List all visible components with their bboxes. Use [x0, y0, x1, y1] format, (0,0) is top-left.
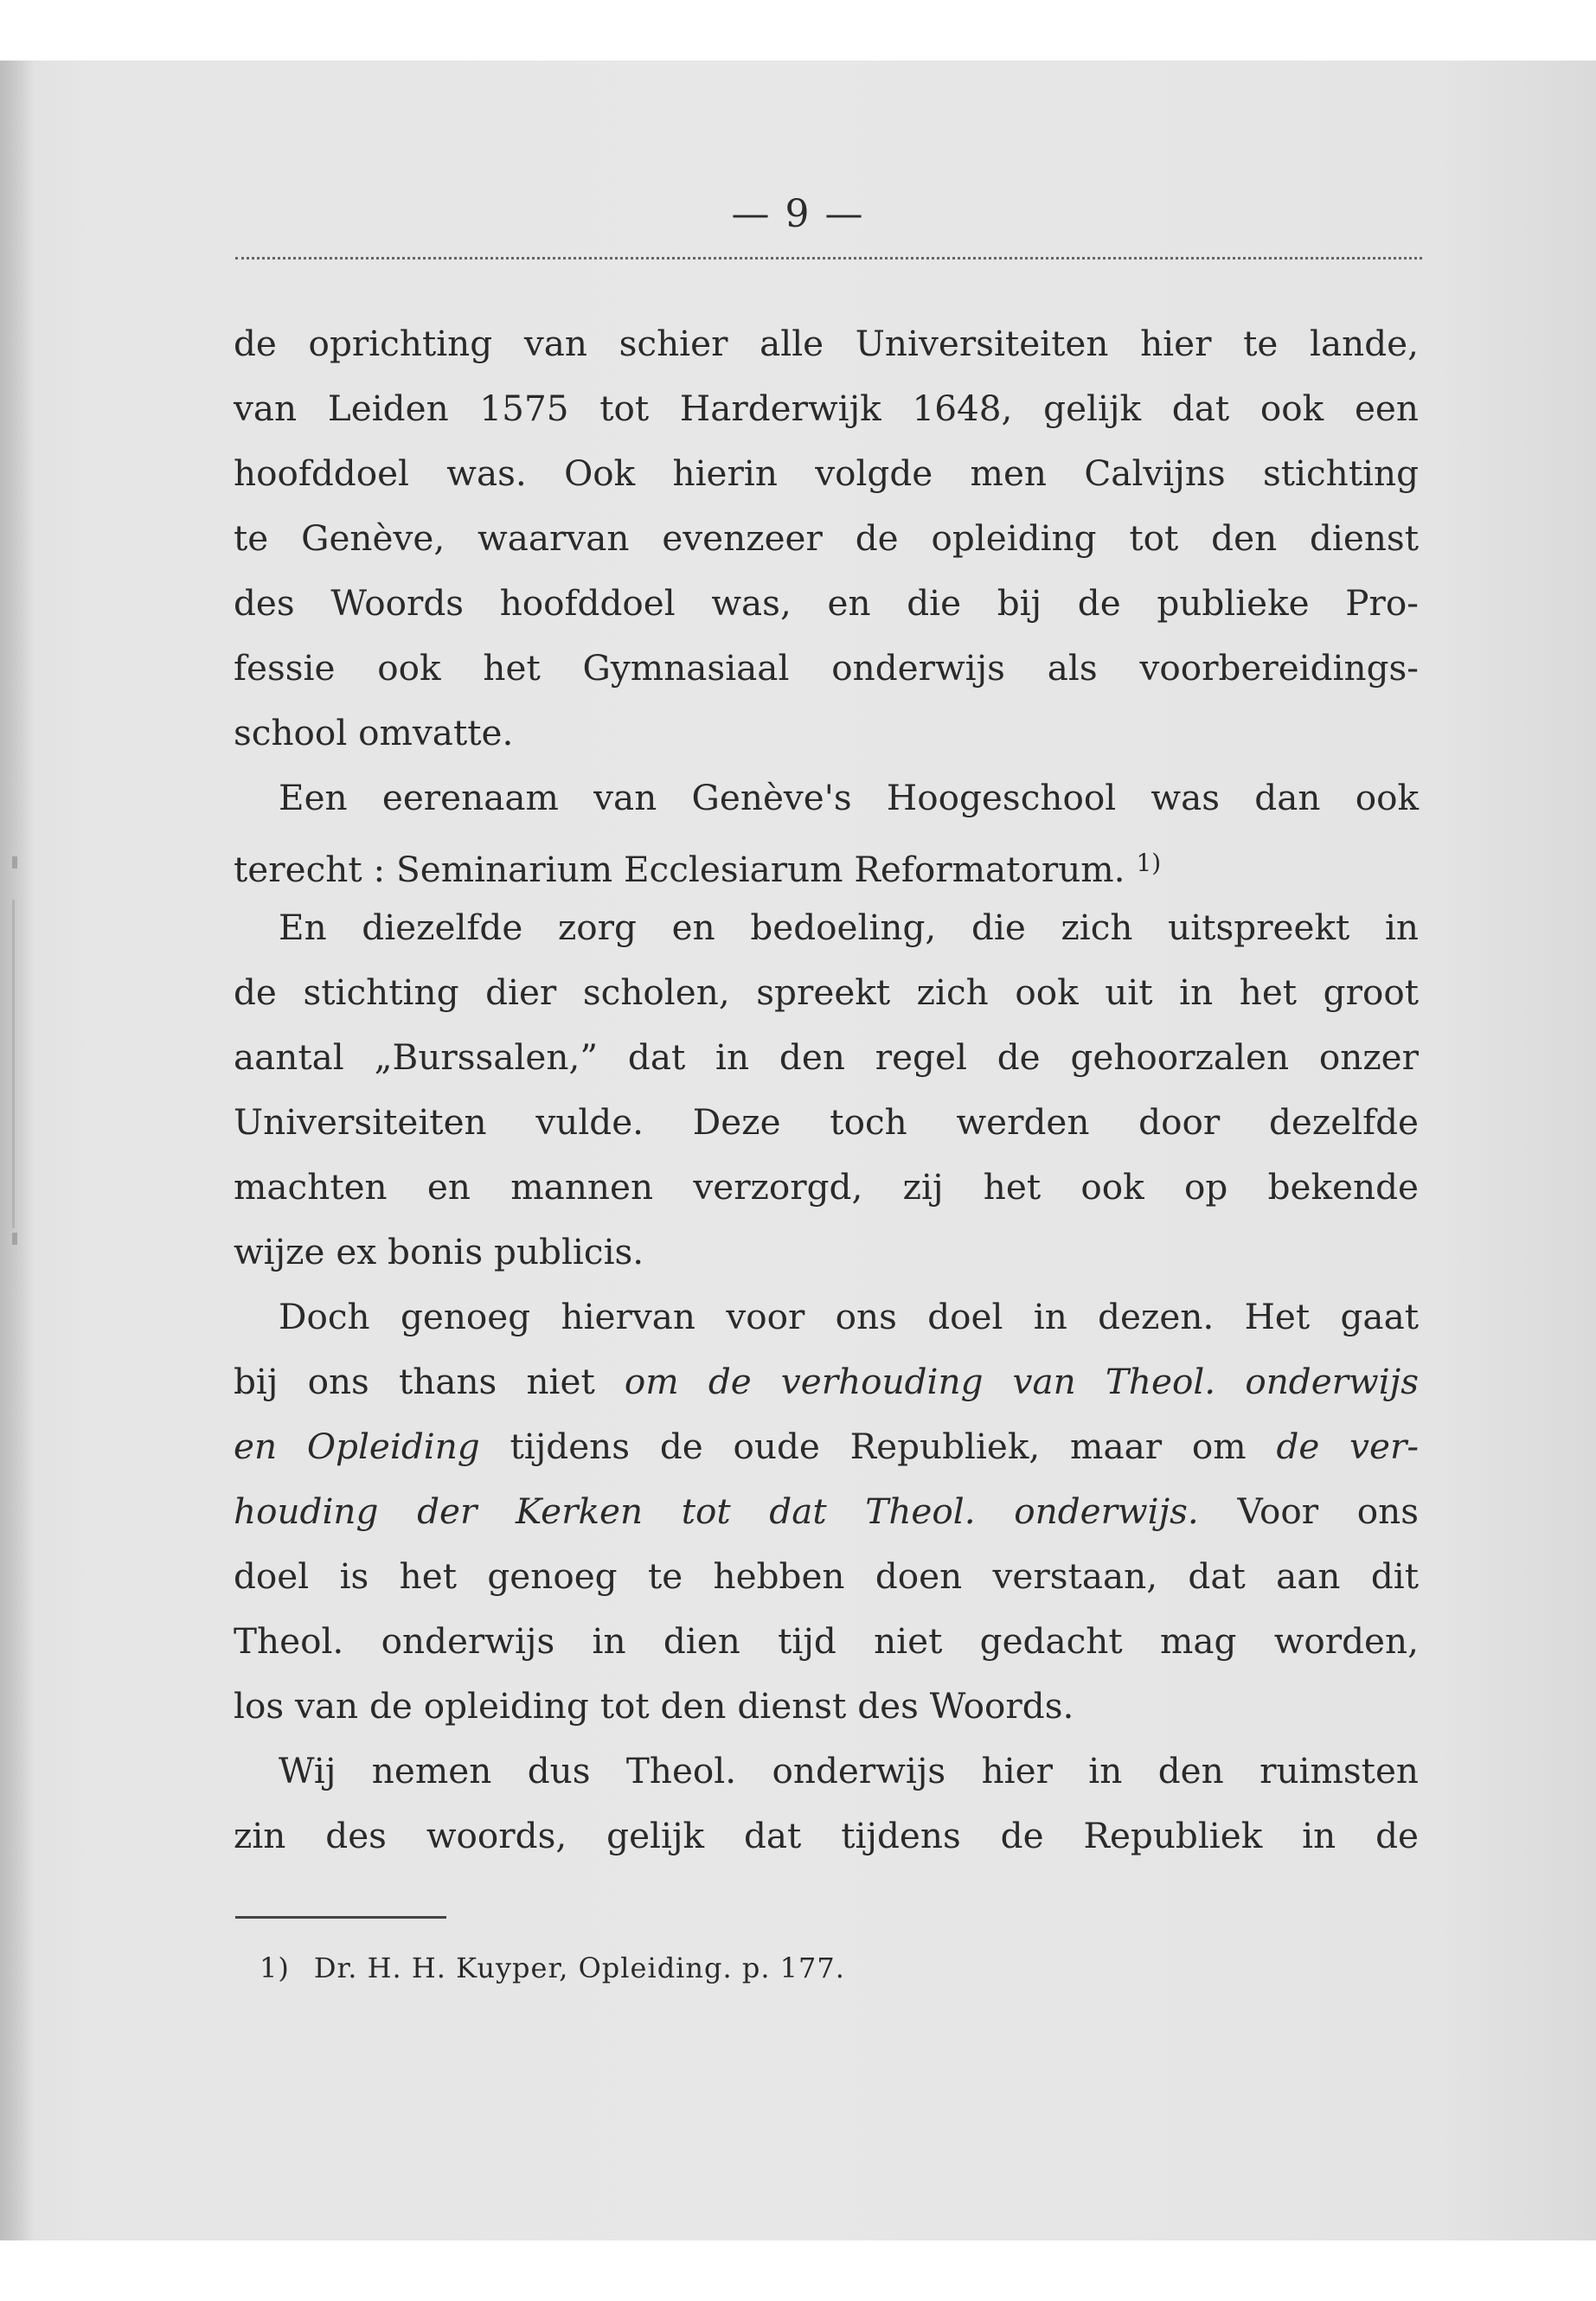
- text-line: de oprichting van schier alle Universiteiten hier te lande,: [234, 323, 1419, 364]
- header-dotted-rule: [235, 257, 1422, 260]
- text-line: de stichting dier scholen, spreekt zich ook uit in het groot: [234, 971, 1419, 1013]
- text-line: Doch genoeg hiervan voor ons doel in dezen. Het gaat: [279, 1296, 1419, 1337]
- binding-line: [12, 900, 15, 1228]
- text-line: Universiteiten vulde. Deze toch werden door dezelfde: [234, 1101, 1419, 1143]
- text-line: des Woords hoofddoel was, en die bij de publieke Pro-: [234, 582, 1419, 624]
- text-segment: terecht : Seminarium Ecclesiarum Reformatorum.: [234, 849, 1125, 890]
- text-line: Theol. onderwijs in dien tijd niet gedacht mag worden,: [234, 1620, 1419, 1662]
- text-line: los van de opleiding tot den dienst des Woords.: [234, 1685, 1074, 1727]
- text-line: Een eerenaam van Genève's Hoogeschool was dan ook: [279, 777, 1419, 818]
- footnote-rule: [235, 1916, 446, 1919]
- text-line: En diezelfde zorg en bedoeling, die zich uitspreekt in: [279, 907, 1419, 948]
- page-number: — 9 —: [731, 192, 865, 236]
- text-line-mixed: [234, 1479, 1419, 1544]
- text-segment: tijdens de oude Republiek, maar om: [510, 1426, 1247, 1467]
- text-line: doel is het genoeg te hebben doen verstaan, dat aan dit: [234, 1555, 1419, 1597]
- text-line: aantal „Burssalen,” dat in den regel de gehoorzalen onzer: [234, 1036, 1419, 1078]
- footnote-reference: 1): [1136, 849, 1162, 877]
- italic-phrase: houding der Kerken tot dat Theol. onderwijs.: [234, 1490, 1199, 1532]
- text-line: hoofddoel was. Ook hierin volgde men Calvijns stichting: [234, 452, 1419, 494]
- binding-mark-top: [12, 856, 17, 868]
- italic-phrase: de ver-: [1276, 1426, 1420, 1467]
- footnote-text: Dr. H. H. Kuyper, Opleiding. p. 177.: [313, 1952, 845, 1984]
- text-line-with-footnote-ref: [234, 830, 1419, 895]
- text-line-mixed: [234, 1349, 1419, 1414]
- text-line: zin des woords, gelijk dat tijdens de Republiek in de: [234, 1815, 1419, 1856]
- text-line: van Leiden 1575 tot Harderwijk 1648, gelijk dat ook een: [234, 388, 1419, 429]
- footnote: [260, 1952, 845, 1984]
- text-line: te Genève, waarvan evenzeer de opleiding tot den dienst: [234, 517, 1419, 559]
- footnote-marker: 1): [260, 1952, 290, 1984]
- text-segment: Voor ons: [1237, 1490, 1420, 1532]
- body-text: [234, 311, 1419, 1868]
- page-edge-shadow: [0, 61, 35, 2240]
- binding-mark-bottom: [12, 1233, 17, 1245]
- text-line: machten en mannen verzorgd, zij het ook op bekende: [234, 1166, 1419, 1208]
- text-line: school omvatte.: [234, 712, 514, 753]
- text-line: wijze ex bonis publicis.: [234, 1231, 644, 1272]
- text-line: Wij nemen dus Theol. onderwijs hier in den ruimsten: [279, 1750, 1419, 1791]
- text-segment: bij ons thans niet: [234, 1361, 595, 1402]
- italic-phrase: om de verhouding van Theol. onderwijs: [624, 1361, 1419, 1402]
- text-line-mixed: [234, 1414, 1419, 1479]
- text-line: fessie ook het Gymnasiaal onderwijs als voorbereidings-: [234, 647, 1419, 689]
- italic-phrase: en Opleiding: [234, 1426, 480, 1467]
